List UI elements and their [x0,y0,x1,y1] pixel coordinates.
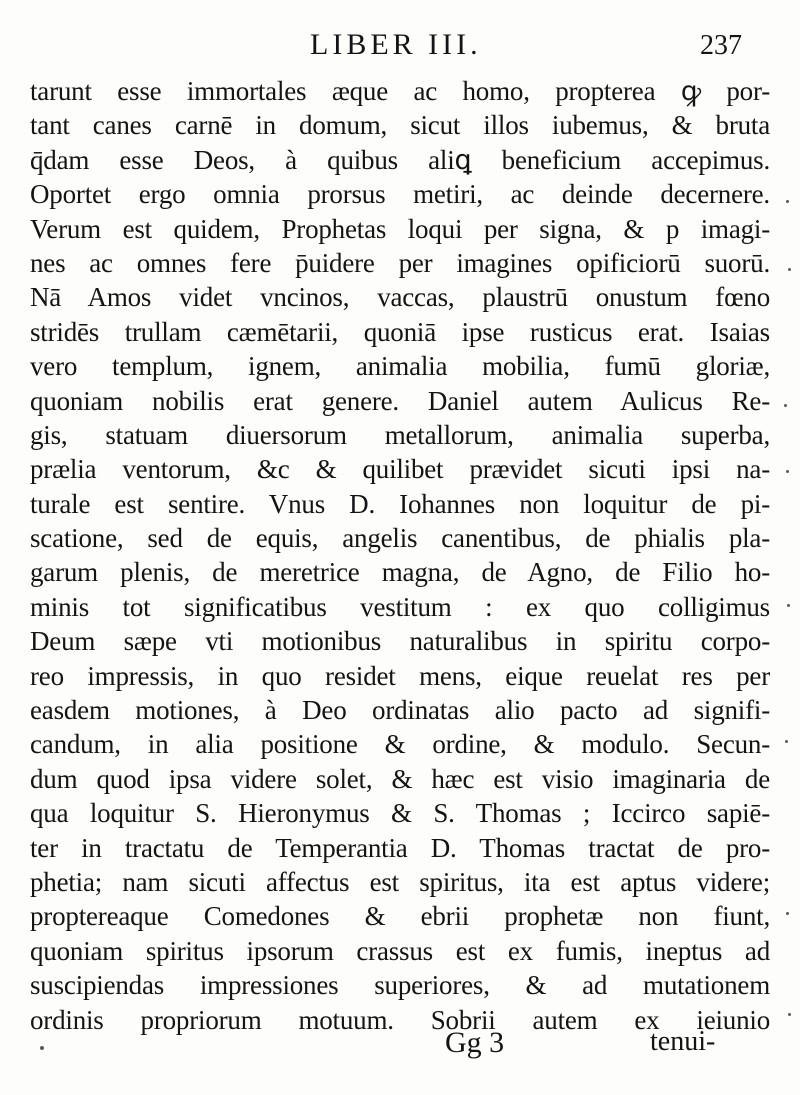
text-line: tant canes carnē in domum, sicut illos iubemus, & bruta [30,110,770,141]
body-text [30,74,770,1037]
text-line: turale est sentire. Vnus D. Iohannes non loquitur de pi- [30,488,770,519]
text-line: phetia; nam sicuti affectus est spiritus, ita est aptus videre; [30,866,770,897]
margin-speck [788,1013,791,1016]
text-line: qua loquitur S. Hieronymus & S. Thomas ; Iccirco sapiē- [30,798,770,829]
running-title: LIBER III. [310,28,482,61]
text-line: minis tot significatibus vestitum : ex quo colligimus [30,591,770,622]
page-number: 237 [700,30,742,61]
margin-speck [787,604,790,607]
margin-speck [786,912,789,915]
text-line: gis, statuam diuersorum metallorum, animalia superba, [30,419,770,450]
page-footer [0,1026,800,1066]
signature-mark: Gg 3 [445,1026,505,1059]
text-line: q̄dam esse Deos, à quibus aliꝗ beneficium accepimus. [30,144,770,175]
margin-speck [784,404,787,407]
text-line: suscipiendas impressiones superiores, & ad mutationem [30,970,770,1001]
margin-speck [40,1046,44,1050]
catchword: tenui- [650,1026,716,1057]
text-line: dum quod ipsa videre solet, & hæc est visio imaginaria de [30,763,770,794]
text-line: Nā Amos videt vncinos, vaccas, plaustrū onustum fœno [30,282,770,313]
text-line: ordinis propriorum motuum. Sobrii autem ex ieiunio [30,1004,770,1035]
text-line: nes ac omnes fere p̄uidere per imagines opificiorū suorū. [30,247,770,278]
text-line: prælia ventorum, &c & quilibet prævidet sicuti ipsi na- [30,454,770,485]
text-line: quoniam spiritus ipsorum crassus est ex fumis, ineptus ad [30,935,770,966]
margin-speck [786,470,789,473]
text-line: Verum est quidem, Prophetas loqui per signa, & p imagi- [30,213,770,244]
margin-speck [788,268,791,271]
text-line: tarunt esse immortales æque ac homo, propterea ꝙ por- [30,76,770,106]
margin-speck [786,200,789,203]
text-line: proptereaque Comedones & ebrii prophetæ non fiunt, [30,901,770,932]
page-header [0,28,800,68]
text-line: candum, in alia positione & ordine, & modulo. Secun- [30,729,770,760]
text-line: stridēs trullam cæmētarii, quoniā ipse rusticus erat. Isaias [30,316,770,347]
text-line: reo impressis, in quo residet mens, eique reuelat res per [30,660,770,691]
text-line: vero templum, ignem, animalia mobilia, fumū gloriæ, [30,351,770,382]
text-line: scatione, sed de equis, angelis canentibus, de phialis pla- [30,523,770,554]
text-line: easdem motiones, à Deo ordinatas alio pacto ad signifi- [30,695,770,726]
text-line: quoniam nobilis erat genere. Daniel autem Aulicus Re- [30,385,770,416]
text-line: ter in tractatu de Temperantia D. Thomas tractat de pro- [30,832,770,863]
text-line: garum plenis, de meretrice magna, de Agno, de Filio ho- [30,557,770,588]
text-line: Oportet ergo omnia prorsus metiri, ac deinde decernere. [30,179,770,210]
margin-speck [785,740,788,743]
text-line: Deum sæpe vti motionibus naturalibus in spiritu corpo- [30,626,770,657]
